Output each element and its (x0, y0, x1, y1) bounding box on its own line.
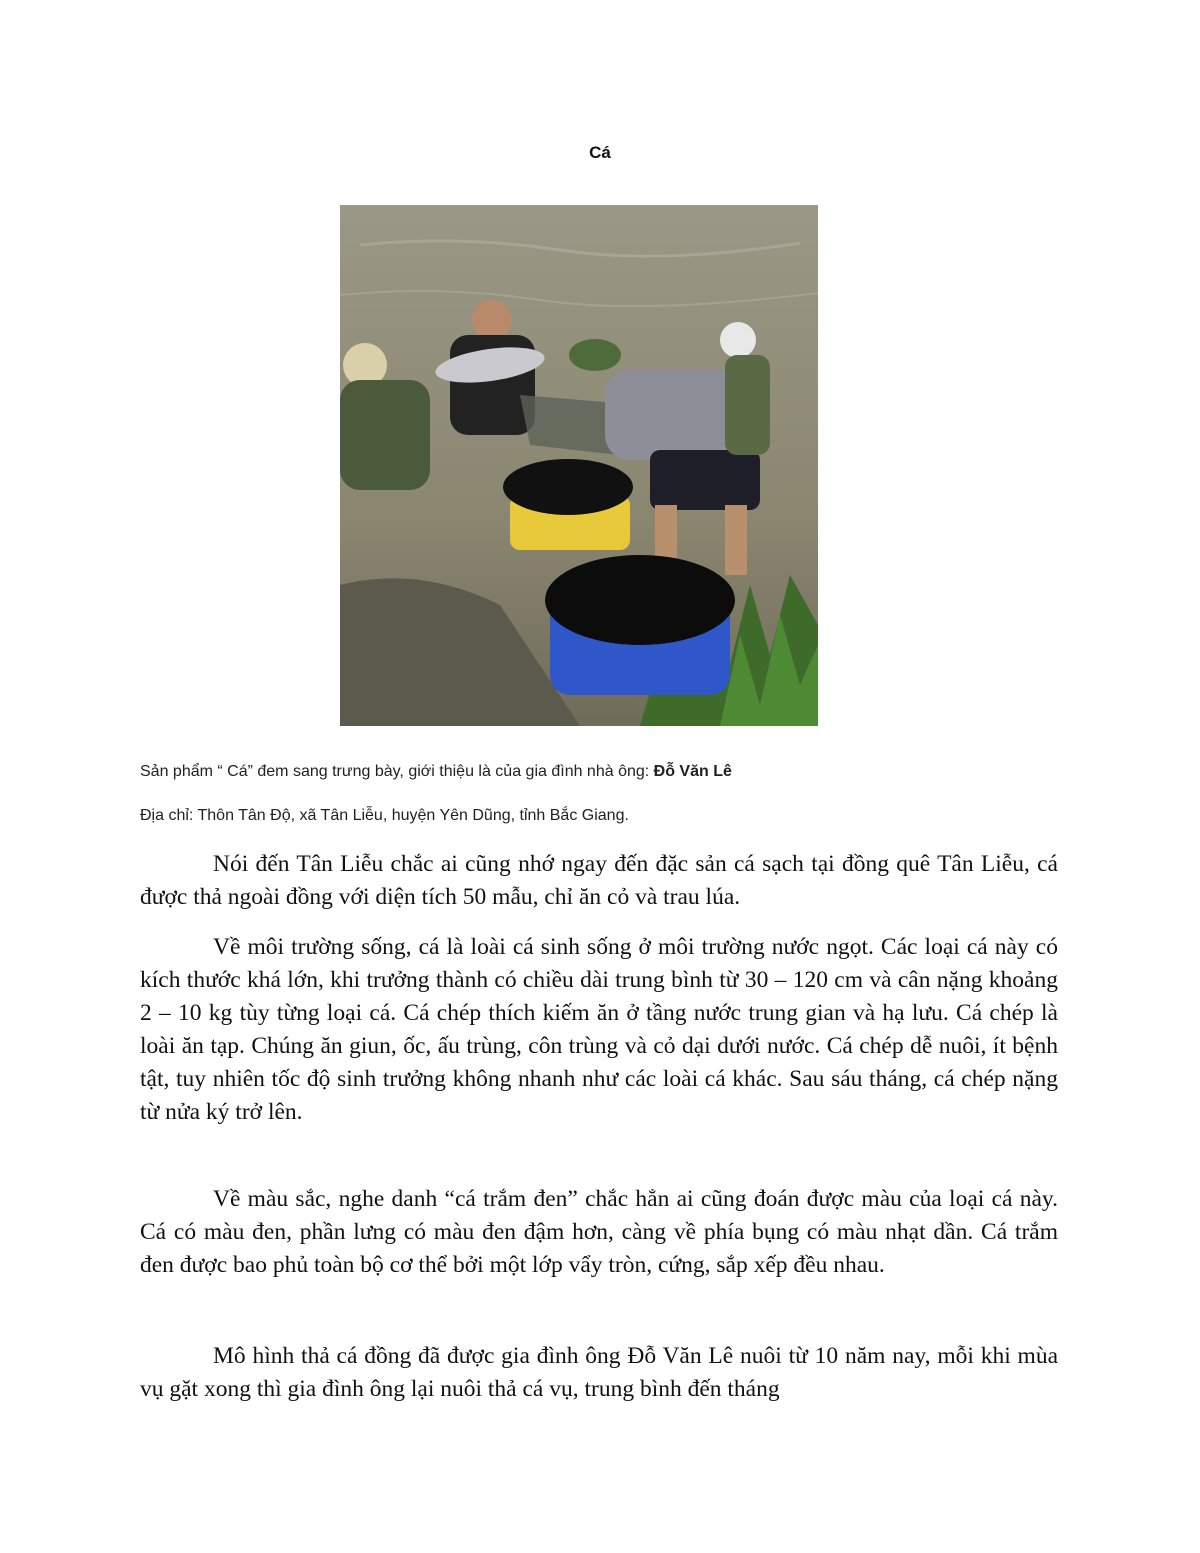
paragraph-intro: Nói đến Tân Liễu chắc ai cũng nhớ ngay đến đặc sản cá sạch tại đồng quê Tân Liễu, cá được thả ngoài đồng với diện tích 50 mẫu, chỉ ăn cỏ và trau lúa. (140, 851, 1058, 910)
owner-name: Đỗ Văn Lê (653, 763, 732, 780)
photo-caption (140, 763, 732, 781)
page-title: Cá (589, 143, 611, 162)
paragraph-model: Mô hình thả cá đồng đã được gia đình ông Đỗ Văn Lê nuôi từ 10 năm nay, mỗi khi mùa vụ gặt xong thì gia đình ông lại nuôi thả cá vụ, trung bình đến tháng (140, 1343, 1058, 1402)
paragraph-habitat: Về môi trường sống, cá là loài cá sinh sống ở môi trường nước ngọt. Các loại cá này có kích thước khá lớn, khi trưởng thành có chiều dài trung bình từ 30 – 120 cm và cân nặng khoảng 2 – 10 kg tùy từng loại cá. Cá chép thích kiếm ăn ở tầng nước trung gian và hạ lưu. Cá chép là loài ăn tạp. Chúng ăn giun, ốc, ấu trùng, côn trùng và cỏ dại dưới nước. Cá chép dễ nuôi, ít bệnh tật, tuy nhiên tốc độ sinh trưởng không nhanh như các loài cá khác. Sau sáu tháng, cá chép nặng từ nửa ký trở lên. (140, 934, 1058, 1125)
paragraph-color: Về màu sắc, nghe danh “cá trắm đen” chắc hẳn ai cũng đoán được màu của loại cá này. Cá có màu đen, phần lưng có màu đen đậm hơn, càng về phía bụng có màu nhạt dần. Cá trắm đen được bao phủ toàn bộ cơ thể bởi một lớp vẩy tròn, cứng, sắp xếp đều nhau. (140, 1186, 1058, 1278)
fish-harvest-photo (340, 205, 818, 726)
caption-text: Sản phẩm “ Cá” đem sang trưng bày, giới thiệu là của gia đình nhà ông: (140, 763, 654, 780)
address-line: Địa chỉ: Thôn Tân Độ, xã Tân Liễu, huyện Yên Dũng, tỉnh Bắc Giang. (140, 807, 629, 824)
